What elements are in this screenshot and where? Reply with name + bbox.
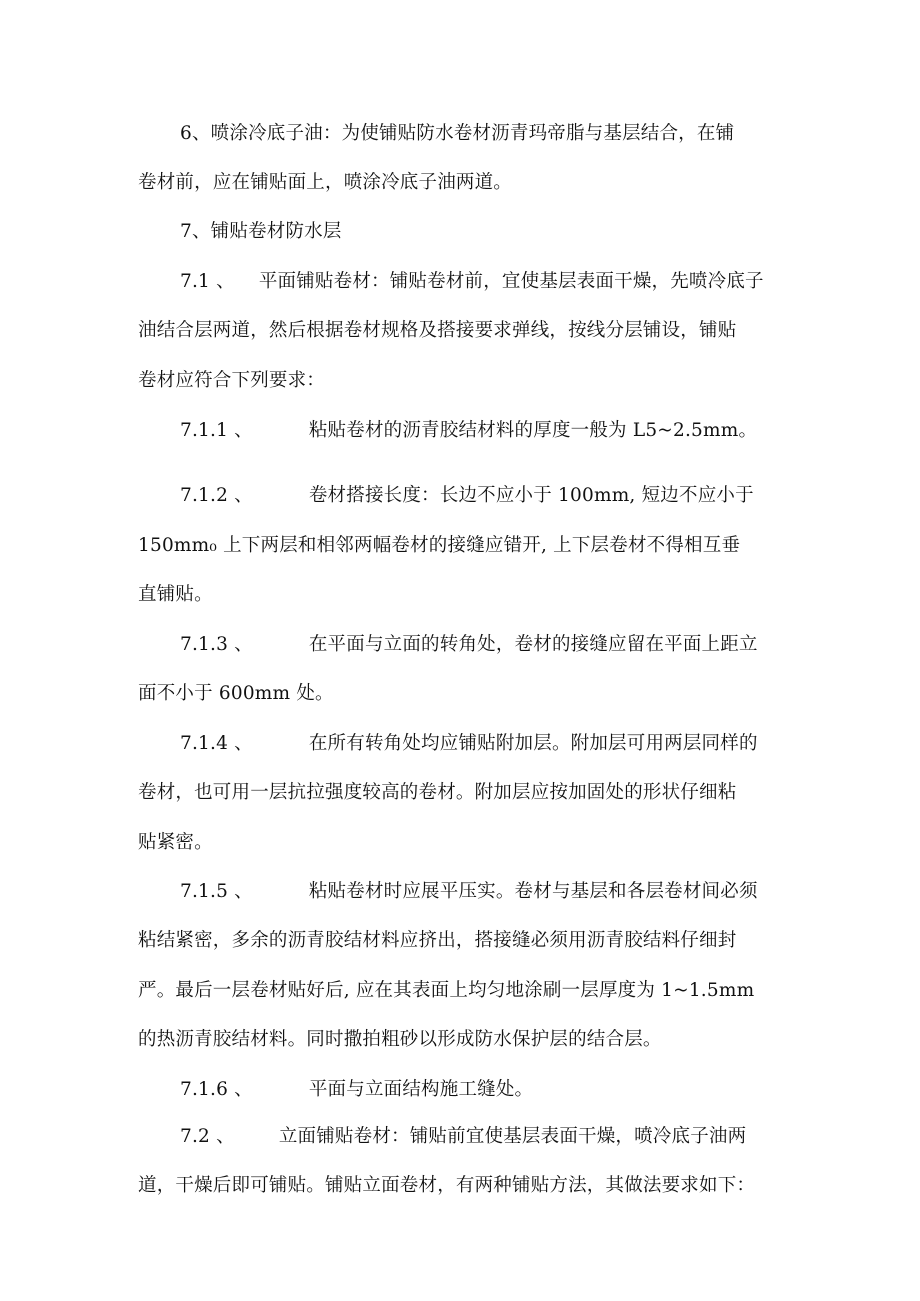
p6-line2: 卷材前，应在铺贴面上，喷涂冷底子油两道。 [138,172,513,193]
p7-1-3-number: 7.1.3 、 [180,634,253,655]
p7-1-6-number: 7.1.6 、 [180,1079,253,1100]
p7-1-6-line1 [180,1076,533,1104]
p7-heading: 7、铺贴卷材防水层 [180,221,342,242]
p7-2-line1 [180,1123,746,1151]
p7-1-3-line2: 面不小于 600mm 处。 [138,683,334,704]
p7-1-4-line2: 卷材，也可用一层抗拉强度较高的卷材。附加层应按加固处的形状仔细粘 [138,782,737,803]
p7-1-5-line1 [180,878,758,906]
p7-1-text: 平面铺贴卷材：铺贴卷材前，宜使基层表面干燥，先喷冷底子 [258,271,764,292]
p7-1-1-number: 7.1.1 、 [180,420,253,441]
p7-1-2-line1 [180,482,754,510]
p7-1-4-line1 [180,730,758,758]
p7-1-1-line1 [180,417,757,445]
p7-1-4-line3: 贴紧密。 [138,832,213,853]
p7-1-5-line3: 严。最后一层卷材贴好后, 应在其表面上均匀地涂刷一层厚度为 1~1.5mm [138,980,755,1001]
p7-1-line1 [180,268,764,296]
p7-1-3-line1 [180,631,758,659]
p7-1-line2: 油结合层两道，然后根据卷材规格及搭接要求弹线，按线分层铺设，铺贴 [138,320,737,341]
p7-2-number: 7.2 、 [180,1126,235,1147]
p7-1-4-number: 7.1.4 、 [180,733,253,754]
p7-1-4-text: 在所有转角处均应铺贴附加层。附加层可用两层同样的 [308,733,758,754]
p7-1-5-text: 粘贴卷材时应展平压实。卷材与基层和各层卷材间必须 [308,881,758,902]
p7-1-2-line2: 150mm₀ 上下两层和相邻两幅卷材的接缝应错开, 上下层卷材不得相互垂 [138,535,741,556]
p7-1-2-number: 7.1.2 、 [180,485,253,506]
p7-1-5-number: 7.1.5 、 [180,881,253,902]
p7-1-2-text: 卷材搭接长度：长边不应小于 100mm, 短边不应小于 [308,485,754,506]
p7-1-1-text: 粘贴卷材的沥青胶结材料的厚度一般为 L5~2.5mm。 [308,420,758,441]
p6-line1: 6、喷涂冷底子油：为使铺贴防水卷材沥青玛帝脂与基层结合，在铺 [180,123,735,144]
p7-1-3-text: 在平面与立面的转角处，卷材的接缝应留在平面上距立 [308,634,758,655]
p7-2-line2: 道，干燥后即可铺贴。铺贴立面卷材，有两种铺贴方法，其做法要求如下： [138,1175,756,1196]
p7-1-2-line3: 直铺贴。 [138,584,213,605]
p7-1-5-line4: 的热沥青胶结材料。同时撒拍粗砂以形成防水保护层的结合层。 [138,1029,662,1050]
p7-1-line3: 卷材应符合下列要求： [138,370,326,391]
p7-2-text: 立面铺贴卷材：铺贴前宜使基层表面干燥，喷冷底子油两 [278,1126,747,1147]
p7-1-6-text: 平面与立面结构施工缝处。 [308,1079,534,1100]
p7-1-5-line2: 粘结紧密，多余的沥青胶结材料应挤出，搭接缝必须用沥青胶结料仔细封 [138,930,737,951]
p7-1-number: 7.1 、 [180,271,235,292]
